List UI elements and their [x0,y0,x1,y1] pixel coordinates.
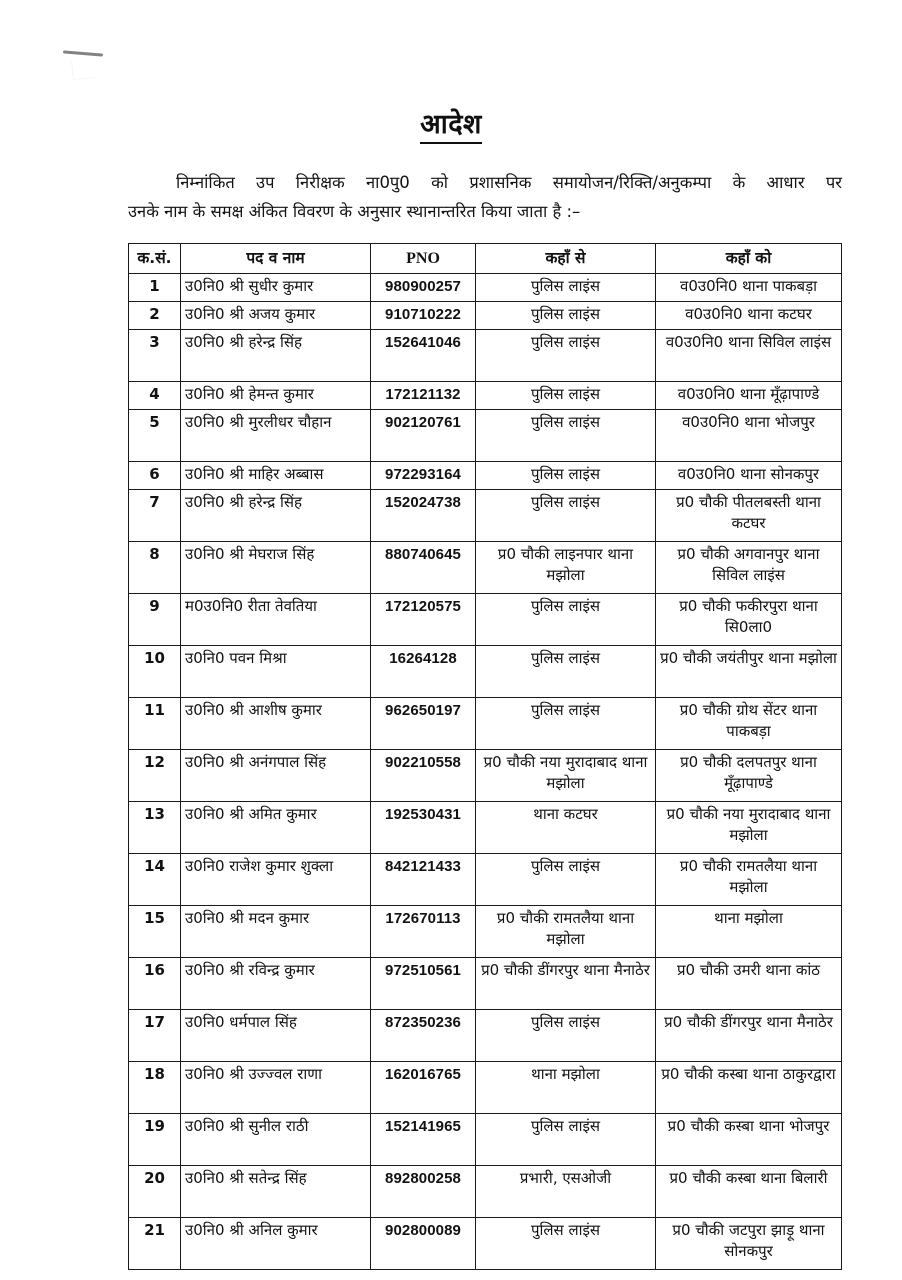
column-header-to: कहाँ को [656,244,842,274]
cell-serial: 20 [129,1166,181,1218]
cell-posted-from: प्र0 चौकी लाइनपार थाना मझोला [476,542,656,594]
table-row [129,462,842,490]
cell-posted-from: प्र0 चौकी डींगरपुर थाना मैनाठेर [476,958,656,1010]
cell-posted-to: व0उ0नि0 थाना सिविल लाइंस [656,330,842,382]
cell-posted-from: पुलिस लाइंस [476,1010,656,1062]
cell-rank-name: उ0नि0 पवन मिश्रा [181,646,371,698]
cell-serial: 11 [129,698,181,750]
cell-posted-from: पुलिस लाइंस [476,698,656,750]
cell-serial: 6 [129,462,181,490]
cell-posted-from: पुलिस लाइंस [476,646,656,698]
pen-mark-artifact [63,50,103,56]
cell-serial: 2 [129,302,181,330]
cell-rank-name: उ0नि0 श्री सुधीर कुमार [181,274,371,302]
cell-rank-name: उ0नि0 श्री मेघराज सिंह [181,542,371,594]
cell-pno: 192530431 [371,802,476,854]
cell-posted-from: प्र0 चौकी नया मुरादाबाद थाना मझोला [476,750,656,802]
cell-serial: 14 [129,854,181,906]
table-row [129,330,842,382]
table-header [129,244,842,274]
table-row [129,274,842,302]
cell-pno: 892800258 [371,1166,476,1218]
table-row [129,382,842,410]
cell-posted-to: व0उ0नि0 थाना कटघर [656,302,842,330]
cell-posted-from: प्रभारी, एसओजी [476,1166,656,1218]
cell-posted-from: पुलिस लाइंस [476,274,656,302]
transfer-order-table [128,243,842,1270]
cell-posted-from: पुलिस लाइंस [476,302,656,330]
cell-pno: 152141965 [371,1114,476,1166]
table-row [129,542,842,594]
cell-posted-to: प्र0 चौकी डींगरपुर थाना मैनाठेर [656,1010,842,1062]
cell-posted-from: पुलिस लाइंस [476,854,656,906]
table-row [129,302,842,330]
table-row [129,906,842,958]
cell-posted-to: प्र0 चौकी अगवानपुर थाना सिविल लाइंस [656,542,842,594]
cell-rank-name: उ0नि0 श्री अजय कुमार [181,302,371,330]
table-row [129,1010,842,1062]
cell-rank-name: उ0नि0 श्री हरेन्द्र सिंह [181,490,371,542]
cell-pno: 902120761 [371,410,476,462]
cell-serial: 18 [129,1062,181,1114]
page-title-text: आदेश [420,109,482,144]
cell-pno: 910710222 [371,302,476,330]
cell-pno: 152024738 [371,490,476,542]
cell-posted-from: पुलिस लाइंस [476,490,656,542]
cell-serial: 12 [129,750,181,802]
table-header-row [129,244,842,274]
cell-pno: 172120575 [371,594,476,646]
cell-rank-name: उ0नि0 श्री माहिर अब्बास [181,462,371,490]
cell-posted-to: व0उ0नि0 थाना पाकबड़ा [656,274,842,302]
cell-rank-name: उ0नि0 श्री रविन्द्र कुमार [181,958,371,1010]
cell-serial: 9 [129,594,181,646]
cell-rank-name: उ0नि0 श्री हरेन्द्र सिंह [181,330,371,382]
intro-line-2: उनके नाम के समक्ष अंकित विवरण के अनुसार स्थानान्तरित किया जाता है :– [128,202,581,221]
cell-serial: 16 [129,958,181,1010]
cell-posted-to: प्र0 चौकी कस्बा थाना बिलारी [656,1166,842,1218]
table-row [129,646,842,698]
cell-serial: 1 [129,274,181,302]
cell-posted-to: प्र0 चौकी कस्बा थाना भोजपुर [656,1114,842,1166]
cell-posted-to: प्र0 चौकी दलपतपुर थाना मूँढ़ापाण्डे [656,750,842,802]
page-title [0,104,902,141]
cell-pno: 980900257 [371,274,476,302]
cell-pno: 880740645 [371,542,476,594]
cell-pno: 152641046 [371,330,476,382]
cell-rank-name: उ0नि0 धर्मपाल सिंह [181,1010,371,1062]
cell-posted-to: प्र0 चौकी पीतलबस्ती थाना कटघर [656,490,842,542]
cell-posted-from: पुलिस लाइंस [476,1114,656,1166]
table-row [129,594,842,646]
cell-serial: 4 [129,382,181,410]
cell-posted-from: पुलिस लाइंस [476,1218,656,1270]
cell-posted-to: प्र0 चौकी ग्रोथ सेंटर थाना पाकबड़ा [656,698,842,750]
cell-posted-from: पुलिस लाइंस [476,410,656,462]
cell-rank-name: उ0नि0 श्री मदन कुमार [181,906,371,958]
cell-pno: 172121132 [371,382,476,410]
table-row [129,410,842,462]
cell-rank-name: म0उ0नि0 रीता तेवतिया [181,594,371,646]
table-row [129,1166,842,1218]
cell-rank-name: उ0नि0 श्री अनंगपाल सिंह [181,750,371,802]
table-row [129,490,842,542]
table-row [129,802,842,854]
cell-posted-from: पुलिस लाइंस [476,330,656,382]
cell-rank-name: उ0नि0 श्री उज्ज्वल राणा [181,1062,371,1114]
table-row [129,698,842,750]
cell-serial: 5 [129,410,181,462]
cell-pno: 962650197 [371,698,476,750]
cell-posted-from: पुलिस लाइंस [476,382,656,410]
cell-serial: 3 [129,330,181,382]
table-row [129,854,842,906]
table-row [129,1218,842,1270]
cell-posted-to: प्र0 चौकी उमरी थाना कांठ [656,958,842,1010]
cell-posted-to: थाना मझोला [656,906,842,958]
cell-posted-to: व0उ0नि0 थाना मूँढ़ापाण्डे [656,382,842,410]
intro-line-1: निम्नांकित उप निरीक्षक ना0पु0 को प्रशासनिक समायोजन/रिक्ति/अनुकम्पा के आधार पर [176,173,842,192]
cell-rank-name: उ0नि0 श्री मुरलीधर चौहान [181,410,371,462]
table-row [129,1114,842,1166]
cell-posted-from: पुलिस लाइंस [476,594,656,646]
cell-pno: 842121433 [371,854,476,906]
cell-serial: 7 [129,490,181,542]
cell-posted-to: प्र0 चौकी रामतलैया थाना मझोला [656,854,842,906]
cell-rank-name: उ0नि0 श्री अनिल कुमार [181,1218,371,1270]
cell-posted-to: प्र0 चौकी कस्बा थाना ठाकुरद्वारा [656,1062,842,1114]
cell-pno: 172670113 [371,906,476,958]
column-header-serial: क.सं. [129,244,181,274]
cell-serial: 10 [129,646,181,698]
cell-posted-from: थाना कटघर [476,802,656,854]
cell-posted-to: प्र0 चौकी जटपुरा झाड़ू थाना सोनकपुर [656,1218,842,1270]
column-header-pno: PNO [371,244,476,274]
table-body [129,274,842,1270]
column-header-from: कहाँ से [476,244,656,274]
cell-pno: 972510561 [371,958,476,1010]
cell-serial: 13 [129,802,181,854]
cell-posted-to: प्र0 चौकी फकीरपुरा थाना सि0ला0 [656,594,842,646]
table-row [129,958,842,1010]
cell-serial: 15 [129,906,181,958]
cell-posted-to: प्र0 चौकी नया मुरादाबाद थाना मझोला [656,802,842,854]
cell-posted-to: व0उ0नि0 थाना भोजपुर [656,410,842,462]
cell-rank-name: उ0नि0 राजेश कुमार शुक्ला [181,854,371,906]
column-header-name: पद व नाम [181,244,371,274]
cell-serial: 8 [129,542,181,594]
cell-rank-name: उ0नि0 श्री अमित कुमार [181,802,371,854]
cell-serial: 17 [129,1010,181,1062]
cell-posted-to: व0उ0नि0 थाना सोनकपुर [656,462,842,490]
cell-rank-name: उ0नि0 श्री हेमन्त कुमार [181,382,371,410]
cell-rank-name: उ0नि0 श्री आशीष कुमार [181,698,371,750]
table-row [129,1062,842,1114]
cell-pno: 16264128 [371,646,476,698]
scan-smudge-artifact [71,59,96,80]
cell-pno: 902210558 [371,750,476,802]
cell-rank-name: उ0नि0 श्री सुनील राठी [181,1114,371,1166]
cell-pno: 972293164 [371,462,476,490]
cell-serial: 21 [129,1218,181,1270]
cell-pno: 162016765 [371,1062,476,1114]
cell-posted-from: पुलिस लाइंस [476,462,656,490]
intro-paragraph [128,168,842,226]
cell-posted-to: प्र0 चौकी जयंतीपुर थाना मझोला [656,646,842,698]
cell-posted-from: प्र0 चौकी रामतलैया थाना मझोला [476,906,656,958]
cell-serial: 19 [129,1114,181,1166]
cell-posted-from: थाना मझोला [476,1062,656,1114]
cell-rank-name: उ0नि0 श्री सतेन्द्र सिंह [181,1166,371,1218]
table-row [129,750,842,802]
cell-pno: 872350236 [371,1010,476,1062]
cell-pno: 902800089 [371,1218,476,1270]
